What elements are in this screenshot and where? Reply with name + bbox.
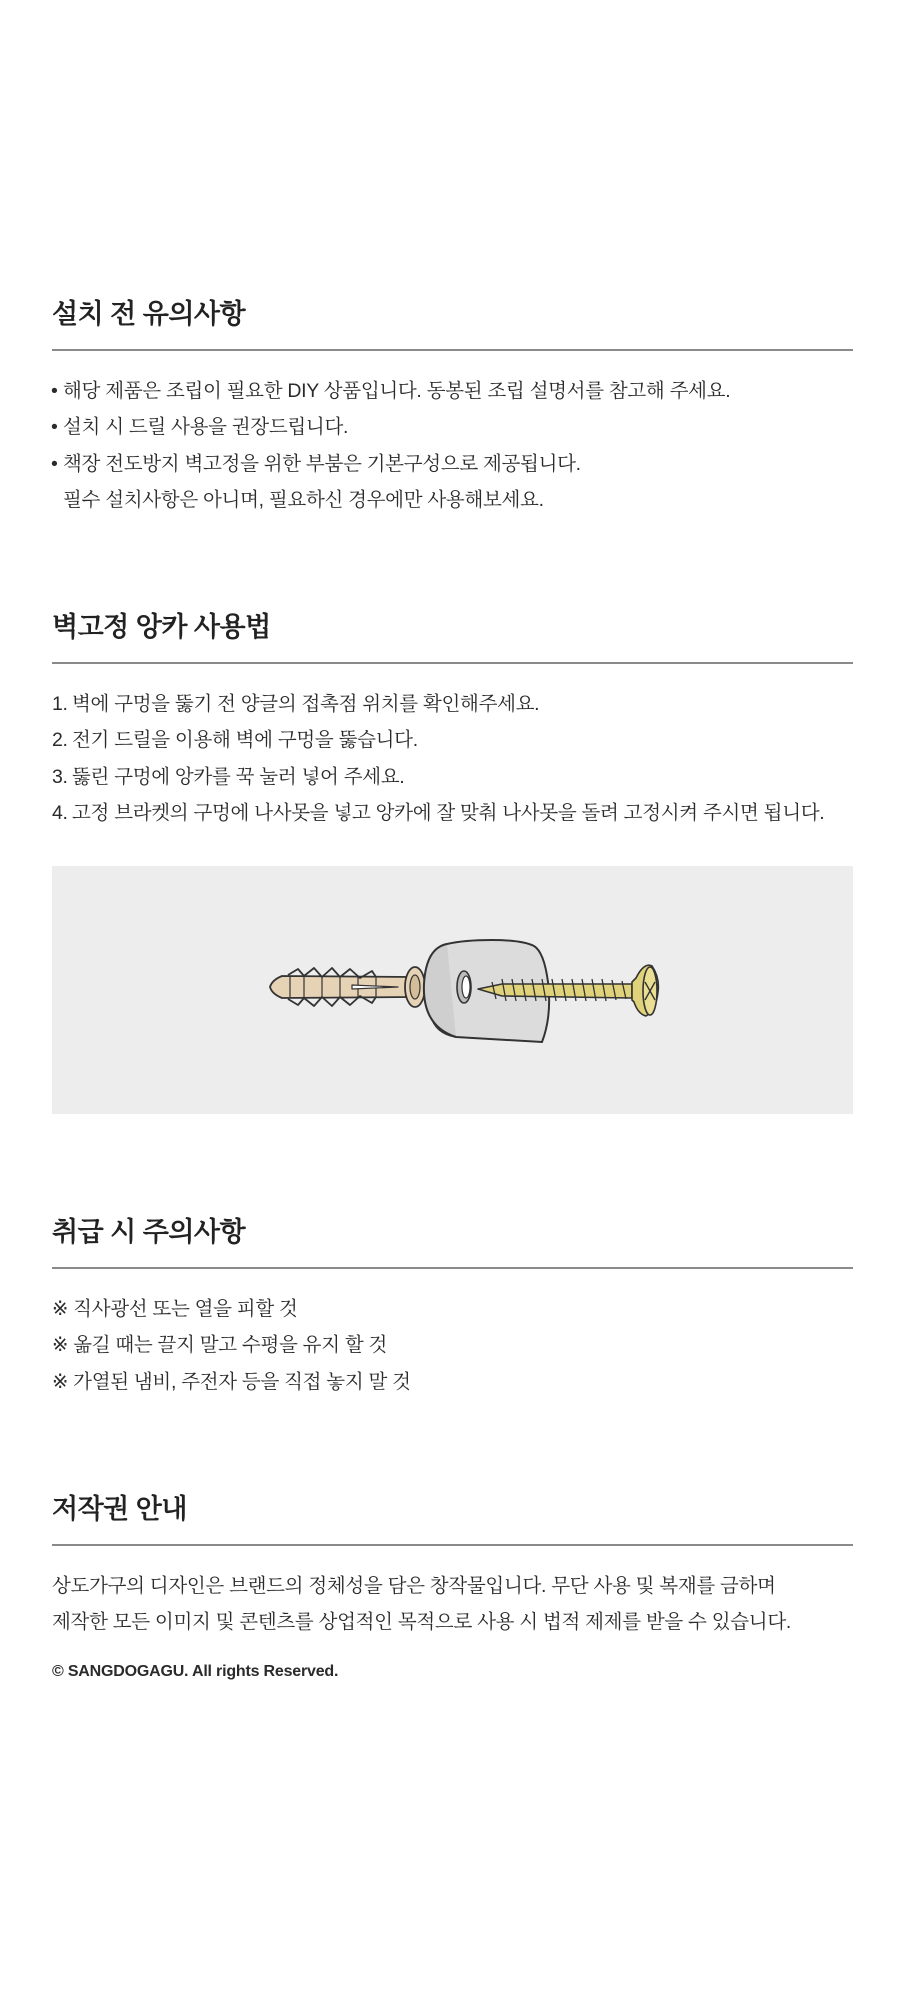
copyright-paragraph (52, 1568, 853, 1641)
section-divider (52, 1267, 853, 1269)
section-divider (52, 662, 853, 664)
copyright-notice: © SANGDOGAGU. All rights Reserved. (52, 1662, 339, 1680)
notes-list (52, 1291, 853, 1400)
note-item: ※ 직사광선 또는 열을 피할 것 (52, 1298, 298, 1320)
section-divider (52, 1544, 853, 1546)
step-text: 뚫린 구멍에 앙카를 꾹 눌러 넣어 주세요. (72, 765, 405, 788)
note-item: ※ 가열된 냄비, 주전자 등을 직접 놓지 말 것 (52, 1370, 411, 1393)
list-item (52, 373, 853, 409)
step-text: 벽에 구멍을 뚫기 전 양글의 접촉점 위치를 확인해주세요. (72, 693, 540, 715)
section-title: 설치 전 유의사항 (52, 299, 246, 329)
anchor-illustration (52, 866, 853, 1114)
step-item (52, 795, 853, 831)
anchor-screw-illustration-icon (52, 866, 853, 1114)
paragraph-line: 제작한 모든 이미지 및 콘텐츠를 상업적인 목적으로 사용 시 법적 제제를 받을 수 있습니다. (52, 1611, 791, 1634)
note-item: ※ 옮길 때는 끌지 말고 수평을 유지 할 것 (52, 1334, 388, 1357)
section-copyright (52, 1490, 853, 1681)
step-number: 2. (52, 729, 68, 752)
list-item (52, 446, 853, 482)
step-number: 1. (52, 693, 68, 715)
step-number: 3. (52, 765, 68, 788)
section-install-precautions (52, 295, 853, 518)
paragraph-line: 상도가구의 디자인은 브랜드의 정체성을 담은 창작물입니다. 무단 사용 및 복재를 금하며 (52, 1575, 776, 1597)
bullet-list (52, 373, 853, 518)
step-item (52, 759, 853, 795)
section-anchor-usage (52, 608, 853, 831)
step-text: 고정 브라켓의 구멍에 나사못을 넣고 앙카에 잘 맞춰 나사못을 돌려 고정시켜 주시면 됩니다. (72, 801, 825, 824)
list-item-text: 책장 전도방지 벽고정을 위한 부붐은 기본구성으로 제공됩니다. (63, 452, 581, 475)
step-item (52, 722, 853, 758)
section-handling-precautions (52, 1213, 853, 1400)
step-number: 4. (52, 801, 68, 824)
list-item (52, 409, 853, 445)
wall-anchor-icon (270, 967, 425, 1007)
list-item-continuation (52, 482, 853, 518)
bullet-icon: • (51, 452, 58, 475)
section-title: 취급 시 주의사항 (52, 1217, 246, 1247)
section-divider (52, 349, 853, 351)
section-title: 저작권 안내 (52, 1494, 187, 1524)
list-item-text: 설치 시 드릴 사용을 권장드립니다. (63, 416, 349, 439)
list-item-text: 필수 설치사항은 아니며, 필요하신 경우에만 사용해보세요. (63, 488, 544, 511)
steps-list (52, 686, 853, 831)
step-item (52, 686, 853, 722)
bullet-icon: • (51, 380, 58, 402)
bullet-icon: • (51, 416, 58, 439)
section-title: 벽고정 앙카 사용법 (52, 612, 271, 642)
list-item-text: 해당 제품은 조립이 필요한 DIY 상품입니다. 동봉된 조립 설명서를 참고해 주세요. (63, 380, 731, 402)
step-text: 전기 드릴을 이용해 벽에 구멍을 뚫습니다. (72, 729, 418, 752)
